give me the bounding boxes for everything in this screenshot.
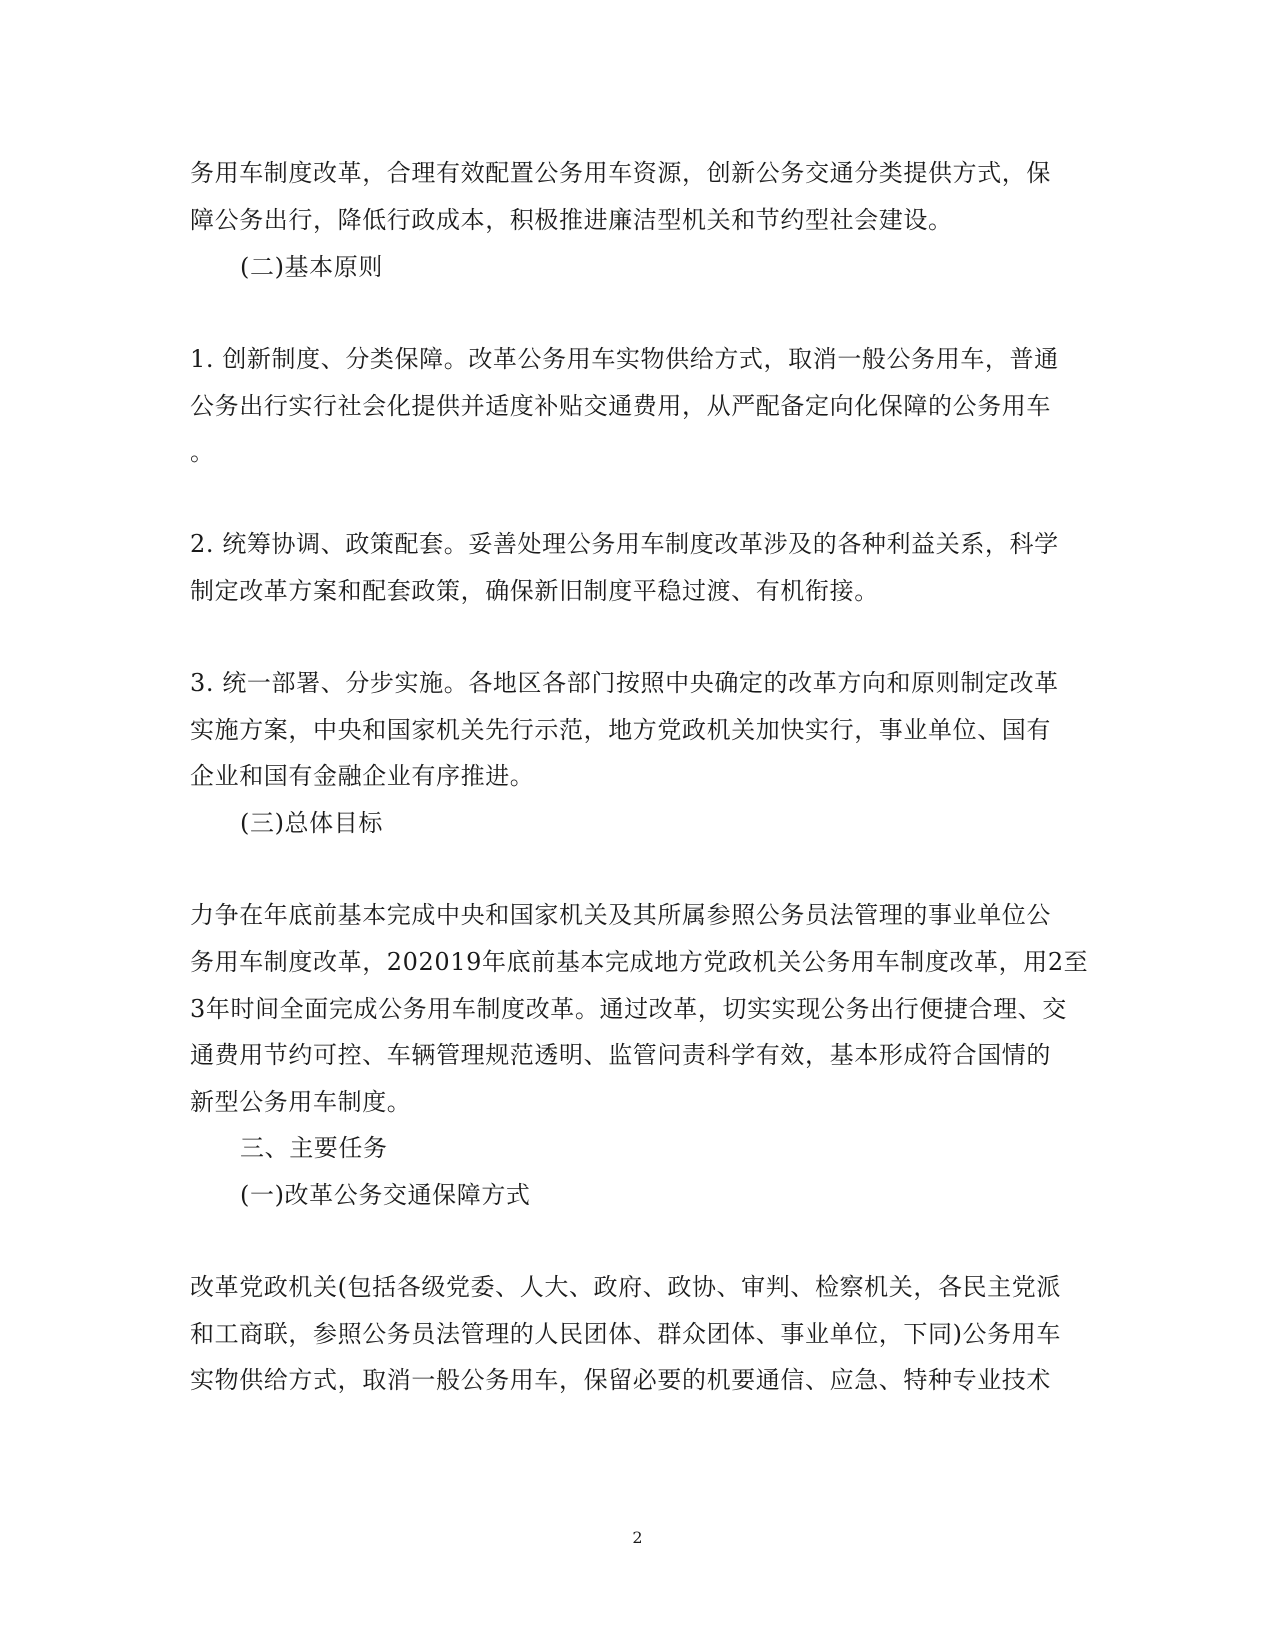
body-text-line: 实施方案，中央和国家机关先行示范，地方党政机关加快实行，事业单位、国有 (190, 716, 1051, 744)
body-text-line: 新型公务用车制度。 (190, 1088, 412, 1116)
body-text-line: 实物供给方式，取消一般公务用车，保留必要的机要通信、应急、特种专业技术 (190, 1366, 1051, 1394)
body-text-line: 3年时间全面完成公务用车制度改革。通过改革，切实实现公务出行便捷合理、交 (190, 995, 1067, 1023)
body-text-line: 制定改革方案和配套政策，确保新旧制度平稳过渡、有机衔接。 (190, 577, 879, 605)
section-heading: (一)改革公务交通保障方式 (240, 1181, 531, 1209)
section-heading: (三)总体目标 (240, 809, 383, 837)
body-text-line: 和工商联，参照公务员法管理的人民团体、群众团体、事业单位，下同)公务用车 (190, 1320, 1061, 1348)
body-text-line: 。 (190, 438, 215, 466)
body-text-line: 公务出行实行社会化提供并适度补贴交通费用，从严配备定向化保障的公务用车 (190, 392, 1051, 420)
body-text-line: 力争在年底前基本完成中央和国家机关及其所属参照公务员法管理的事业单位公 (190, 901, 1051, 929)
page-number: 2 (632, 1528, 643, 1547)
section-heading: 三、主要任务 (240, 1134, 388, 1162)
body-text-line: 2. 统筹协调、政策配套。妥善处理公务用车制度改革涉及的各种利益关系，科学 (190, 530, 1059, 558)
body-text-line: 1. 创新制度、分类保障。改革公务用车实物供给方式，取消一般公务用车，普通 (190, 345, 1059, 373)
body-text-line: 障公务出行，降低行政成本，积极推进廉洁型机关和节约型社会建设。 (190, 206, 953, 234)
body-text-line: 3. 统一部署、分步实施。各地区各部门按照中央确定的改革方向和原则制定改革 (190, 669, 1059, 697)
body-text-line: 改革党政机关(包括各级党委、人大、政府、政协、审判、检察机关，各民主党派 (190, 1273, 1061, 1301)
body-text-line: 务用车制度改革，合理有效配置公务用车资源，创新公务交通分类提供方式，保 (190, 159, 1051, 187)
body-text-line: 务用车制度改革，202019年底前基本完成地方党政机关公务用车制度改革，用2至 (190, 948, 1089, 976)
section-heading: (二)基本原则 (240, 253, 383, 281)
body-text-line: 通费用节约可控、车辆管理规范透明、监管问责科学有效，基本形成符合国情的 (190, 1041, 1051, 1069)
body-text-line: 企业和国有金融企业有序推进。 (190, 762, 535, 790)
